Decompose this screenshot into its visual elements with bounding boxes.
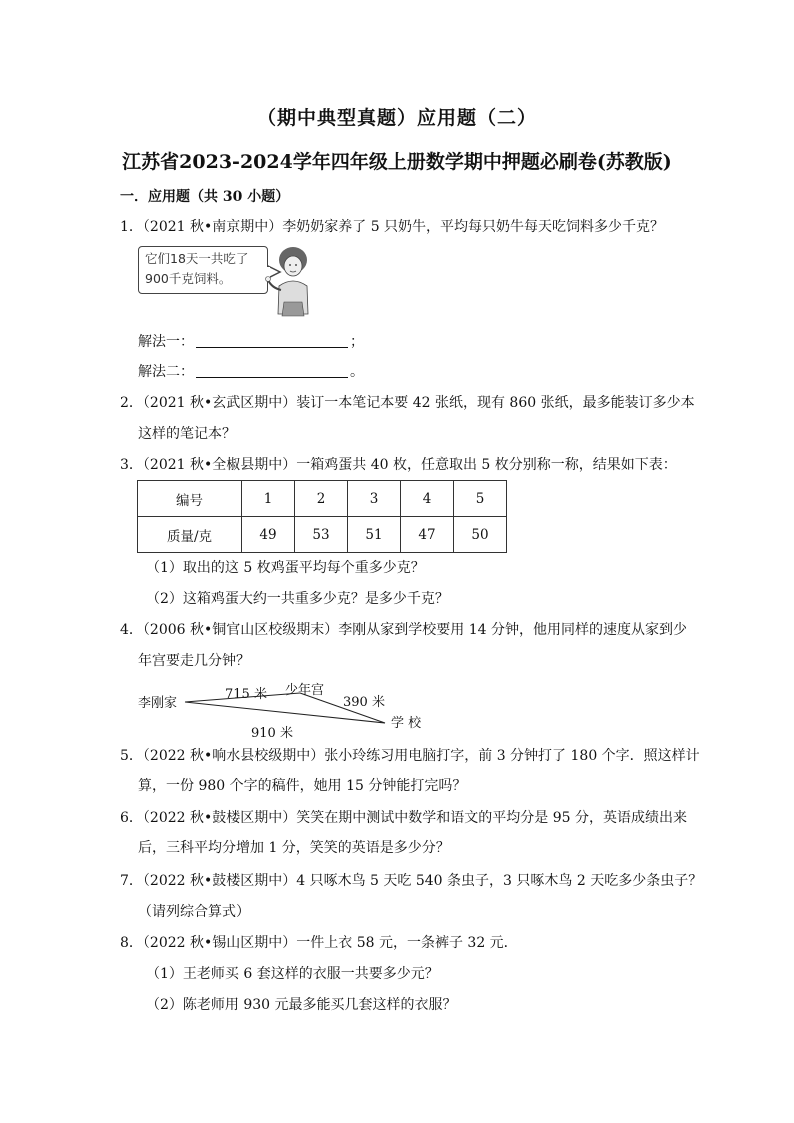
home-label: 李刚家 [138, 696, 178, 711]
table-cell: 53 [295, 517, 348, 553]
question-7-line-2: （请列综合算式） [138, 904, 250, 920]
question-6-line-1: 6．（2022 秋•鼓楼区期中）笑笑在期中测试中数学和语文的平均分是 95 分，英语成绩出来 [120, 810, 687, 826]
question-1-text: 1．（2021 秋•南京期中）李奶奶家养了 5 只奶牛，平均每只奶牛每天吃饲料多少千克？ [120, 219, 665, 235]
youth-palace-label: 少年宫 [285, 683, 325, 698]
method-1-label: 解法一： [138, 334, 194, 350]
speech-bubble-line-2: 900千克饲料。 [145, 271, 232, 286]
table-cell: 3 [348, 481, 401, 517]
question-4-line-2: 年宫要走几分钟？ [138, 653, 250, 669]
question-7-line-1: 7．（2022 秋•鼓楼区期中）4 只啄木鸟 5 天吃 540 条虫子，3 只啄木鸟 2 天吃多少条虫子？ [120, 873, 703, 889]
question-6-line-2: 后，三科平均分增加 1 分，笑笑的英语是多少分？ [138, 840, 450, 856]
table-cell: 2 [295, 481, 348, 517]
question-5-line-1: 5．（2022 秋•响水县校级期中）张小玲练习用电脑打字，前 3 分钟打了 180 个字．照这样计 [120, 748, 700, 764]
table-cell: 4 [401, 481, 454, 517]
distance-label-youth-school: 390 米 [343, 695, 385, 710]
route-diagram [135, 676, 435, 742]
table-cell: 49 [242, 517, 295, 553]
question-3-text: 3．（2021 秋•全椒县期中）一箱鸡蛋共 40 枚，任意取出 5 枚分别称一称，结果如下表： [120, 457, 677, 473]
question-1-method-2 [138, 362, 364, 382]
question-4-line-1: 4．（2006 秋•铜官山区校级期末）李刚从家到学校要用 14 分钟，他用同样的速度从家到少 [120, 622, 687, 638]
page-subtitle: 江苏省2023-2024学年四年级上册数学期中押题必刷卷(苏教版) [122, 151, 672, 173]
distance-label-home-youth: 715 米 [225, 687, 267, 702]
table-row-header: 编号 [138, 481, 242, 517]
question-2-line-2: 这样的笔记本？ [138, 426, 236, 442]
table-row-header: 质量/克 [138, 517, 242, 553]
school-label: 学 校 [391, 716, 422, 731]
question-1-method-1 [138, 332, 364, 352]
speech-bubble-line-1: 它们18天一共吃了 [145, 251, 249, 266]
grandma-figure-icon [138, 244, 310, 320]
method-1-end: ； [350, 334, 364, 350]
table-cell: 1 [242, 481, 295, 517]
method-1-answer-blank[interactable] [196, 333, 348, 348]
table-cell: 5 [454, 481, 507, 517]
method-2-label: 解法二： [138, 364, 194, 380]
page-title: （期中典型真题）应用题（二） [256, 107, 537, 129]
method-2-end: 。 [350, 364, 364, 380]
question-8-sub-2: （2）陈老师用 930 元最多能买几套这样的衣服？ [146, 997, 457, 1013]
question-8-sub-1: （1）王老师买 6 套这样的衣服一共要多少元？ [146, 966, 439, 982]
question-8-text: 8．（2022 秋•锡山区期中）一件上衣 58 元，一条裤子 32 元． [120, 935, 518, 951]
table-cell: 50 [454, 517, 507, 553]
method-2-answer-blank[interactable] [196, 363, 348, 378]
table-cell: 47 [401, 517, 454, 553]
distance-label-home-school: 910 米 [251, 726, 293, 741]
question-5-line-2: 算，一份 980 个字的稿件，她用 15 分钟能打完吗？ [138, 778, 467, 794]
table-row [138, 481, 507, 517]
question-3-sub-1: （1）取出的这 5 枚鸡蛋平均每个重多少克？ [146, 560, 425, 576]
section-heading: 一．应用题（共 30 小题） [120, 189, 290, 205]
table-row [138, 517, 507, 553]
question-1-illustration [138, 244, 310, 320]
table-cell: 51 [348, 517, 401, 553]
egg-weight-table [137, 480, 507, 553]
question-3-sub-2: （2）这箱鸡蛋大约一共重多少克？是多少千克？ [146, 591, 449, 607]
question-2-line-1: 2．（2021 秋•玄武区期中）装订一本笔记本要 42 张纸，现有 860 张纸，最多能装订多少本 [120, 395, 695, 411]
